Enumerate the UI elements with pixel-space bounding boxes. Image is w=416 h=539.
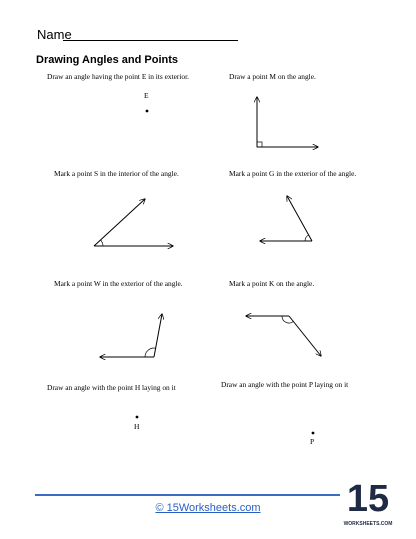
angle-k-figure xyxy=(246,316,321,356)
point-e-dot xyxy=(146,110,149,113)
prompt-4: Mark a point G in the exterior of the angle. xyxy=(229,169,357,178)
prompt-8: Draw an angle with the point P laying on it xyxy=(221,380,349,389)
point-h-dot xyxy=(136,416,139,419)
prompt-7: Draw an angle with the point H laying on it xyxy=(47,383,176,392)
point-e-label: E xyxy=(144,91,149,100)
right-angle-figure xyxy=(257,97,318,147)
logo-text: WORKSHEETS.COM xyxy=(343,521,393,527)
acute-angle-figure xyxy=(94,199,173,246)
footer-divider xyxy=(35,494,340,496)
angle-w-figure xyxy=(100,314,162,357)
name-label: Name xyxy=(37,27,72,42)
worksheet-title: Drawing Angles and Points xyxy=(36,54,178,66)
prompt-2: Draw a point M on the angle. xyxy=(229,72,316,81)
point-p-label: P xyxy=(310,437,315,446)
prompt-5: Mark a point W in the exterior of the angle. xyxy=(54,279,183,288)
prompt-3: Mark a point S in the interior of the angle. xyxy=(54,169,179,178)
point-h-label: H xyxy=(134,422,140,431)
point-p-dot xyxy=(312,432,315,435)
copyright-link[interactable]: © 15Worksheets.com xyxy=(155,502,261,514)
prompt-6: Mark a point K on the angle. xyxy=(229,279,315,288)
prompt-1: Draw an angle having the point E in its exterior. xyxy=(47,72,190,81)
worksheets-logo xyxy=(343,475,393,533)
logo-number: 15 xyxy=(346,478,390,520)
acute-angle-left-figure xyxy=(260,196,312,241)
